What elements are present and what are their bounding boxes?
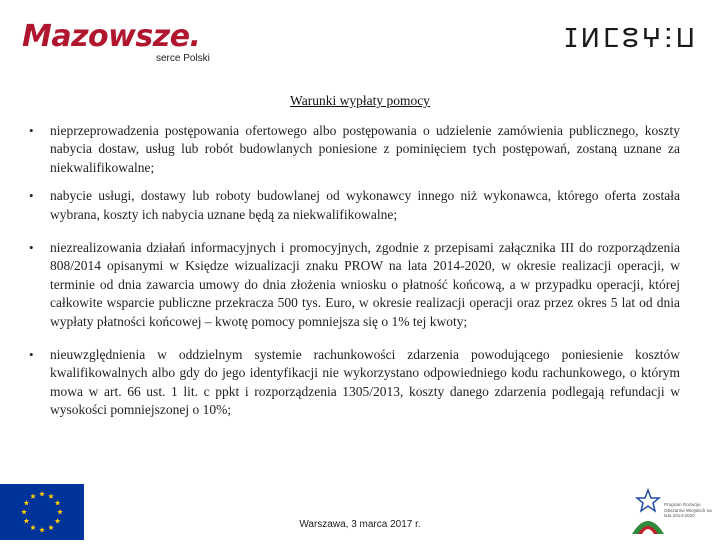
list-item xyxy=(28,239,680,331)
bullet-icon: • xyxy=(29,123,34,138)
bullet-icon: • xyxy=(29,240,34,256)
prow-caption: Program Rozwoju Obszarów Wiejskich na lata 2014-2020 xyxy=(664,502,712,519)
logo-tagline: serce Polski xyxy=(156,53,210,64)
list-item-text: nieuwzględnienia w oddzielnym systemie rachunkowości zdarzenia powodującego poniesienie kosztów kwalifikowalnych albo gdy do jego identyfikacji nie wykorzystano odpowiedniego kodu rachunkowego, o którym mowa w art. 66 ust. 1 lit. c ppkt i rozporządzenia 1305/2013, koszty danego zdarzenia podlegają refundacji w wysokości pomniejszonej o 10%; xyxy=(50,347,680,418)
decorative-glyph-logo: ⵊⵍⵎⵓⵖⵗⵡ xyxy=(564,24,698,54)
logo-name: Mazowsze. xyxy=(22,19,201,54)
list-item-text: niezrealizowania działań informacyjnych i promocyjnych, zgodnie z przepisami załącznika III do rozporządzenia 808/2014 opisanymi w Księdze wizualizacji znaku PROW na lata 2014-2020, w okresie realizacji operacji, w terminie od dnia zawarcia umowy do dnia złożenia wniosku o płatność końcową, a w przypadku operacji, której całkowite wsparcie publiczne przekracza 500 tys. Euro, w okresie realizacji operacji oraz przez okres 5 lat od dnia wypłaty płatności końcowej – kwotę pomocy pomniejsza się o 1% tej kwoty; xyxy=(50,240,680,329)
list-item xyxy=(28,346,680,420)
bullet-icon: • xyxy=(29,347,34,363)
bullet-icon: • xyxy=(29,188,34,204)
eu-flag-icon xyxy=(0,484,84,540)
list-item xyxy=(28,187,680,224)
mazowsze-logo xyxy=(22,20,232,70)
prow-logo xyxy=(628,484,718,540)
conditions-list xyxy=(28,122,680,430)
list-item-text: nabycie usługi, dostawy lub roboty budowlanej od wykonawcy innego niż wykonawca, którego oferta została wybrana, koszty ich nabycia uznane będą za niekwalifikowalne; xyxy=(50,188,680,222)
prow-emblem-icon xyxy=(628,484,668,540)
list-item xyxy=(28,122,680,177)
footer-date: Warszawa, 3 marca 2017 r. xyxy=(299,519,421,530)
document-title: Warunki wypłaty pomocy xyxy=(290,93,430,108)
list-item-text: nieprzeprowadzenia postępowania ofertowego albo postępowania o udzielenie zamówienia publicznego, koszty nabycia dostaw, usług lub robót budowlanych poniesione z pominięciem tych postępowań, zostaną uznane za niekwalifikowalne; xyxy=(50,123,680,175)
eu-flag-graphic xyxy=(0,484,84,540)
